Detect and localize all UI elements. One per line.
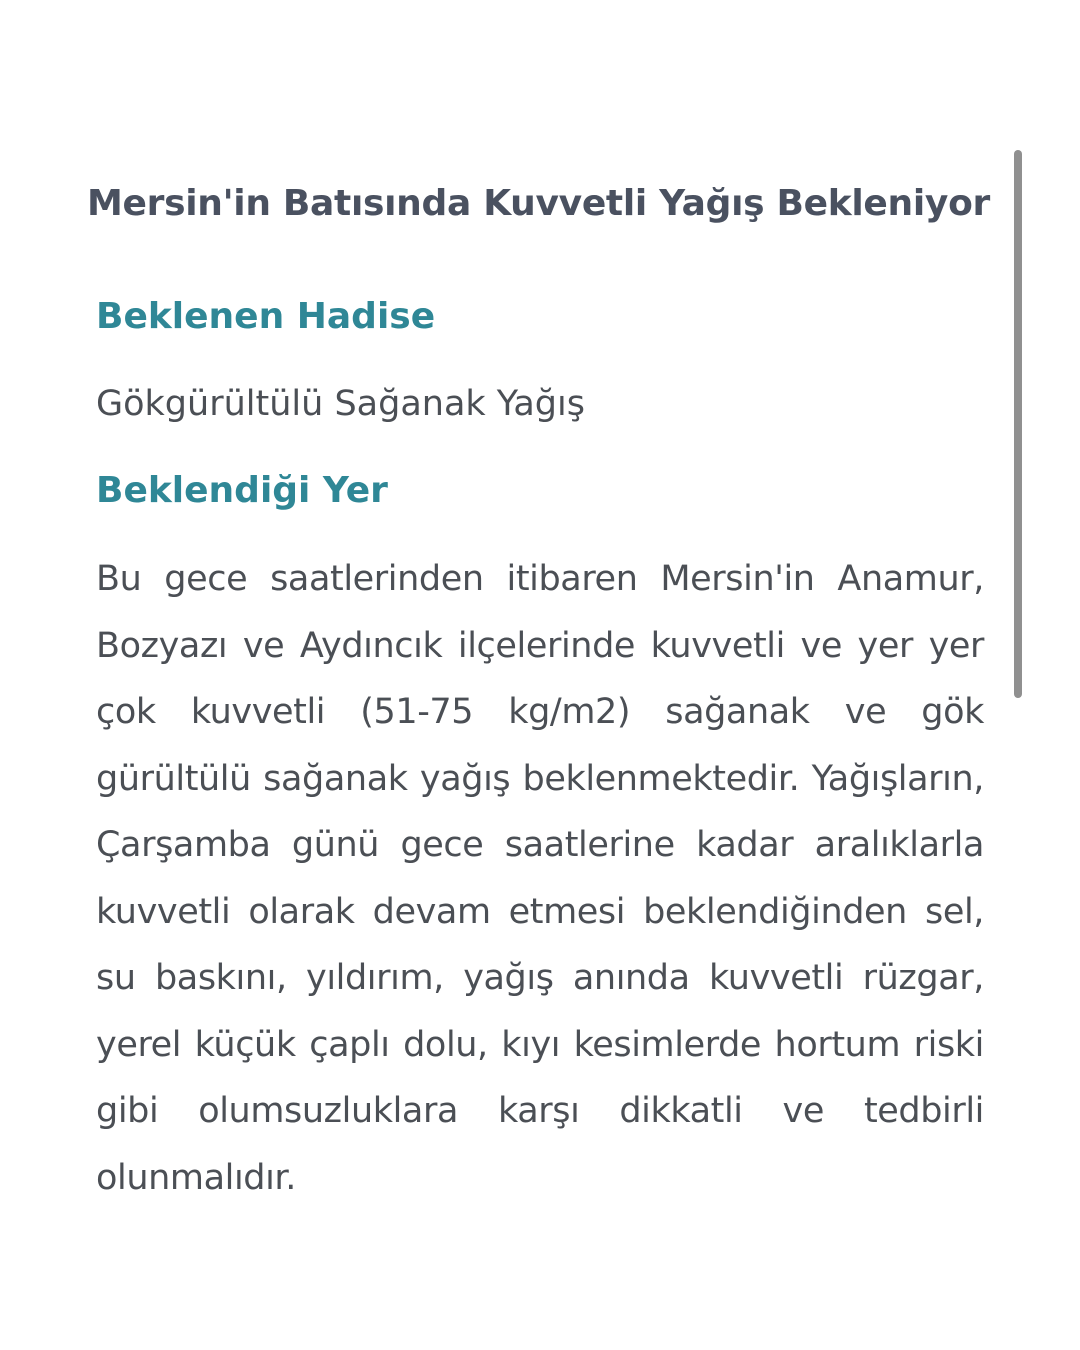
- article-title: Mersin'in Batısında Kuvvetli Yağış Bekleniyor: [87, 183, 990, 224]
- expected-event-heading: Beklenen Hadise: [96, 296, 436, 337]
- expected-location-heading: Beklendiği Yer: [96, 470, 388, 511]
- expected-location-text: Bu gece saatlerinden itibaren Mersin'in Anamur, Bozyazı ve Aydıncık ilçelerinde kuvvetli ve yer yer çok kuvvetli (51-75 kg/m2) sağanak ve gök gürültülü sağanak yağış beklenmektedir. Yağışların, Çarşamba günü gece saatlerine kadar aralıklarla kuvvetli olarak devam etmesi beklendiğinden sel, su baskını, yıldırım, yağış anında kuvvetli rüzgar, yerel küçük çaplı dolu, kıyı kesimlerde hortum riski gibi olumsuzluklara karşı dikkatli ve tedbirli olunmalıdır.: [96, 559, 984, 1198]
- scrollbar-thumb[interactable]: [1014, 150, 1022, 698]
- expected-event-text: Gökgürültülü Sağanak Yağış: [96, 384, 585, 424]
- vertical-scrollbar[interactable]: [1014, 150, 1024, 700]
